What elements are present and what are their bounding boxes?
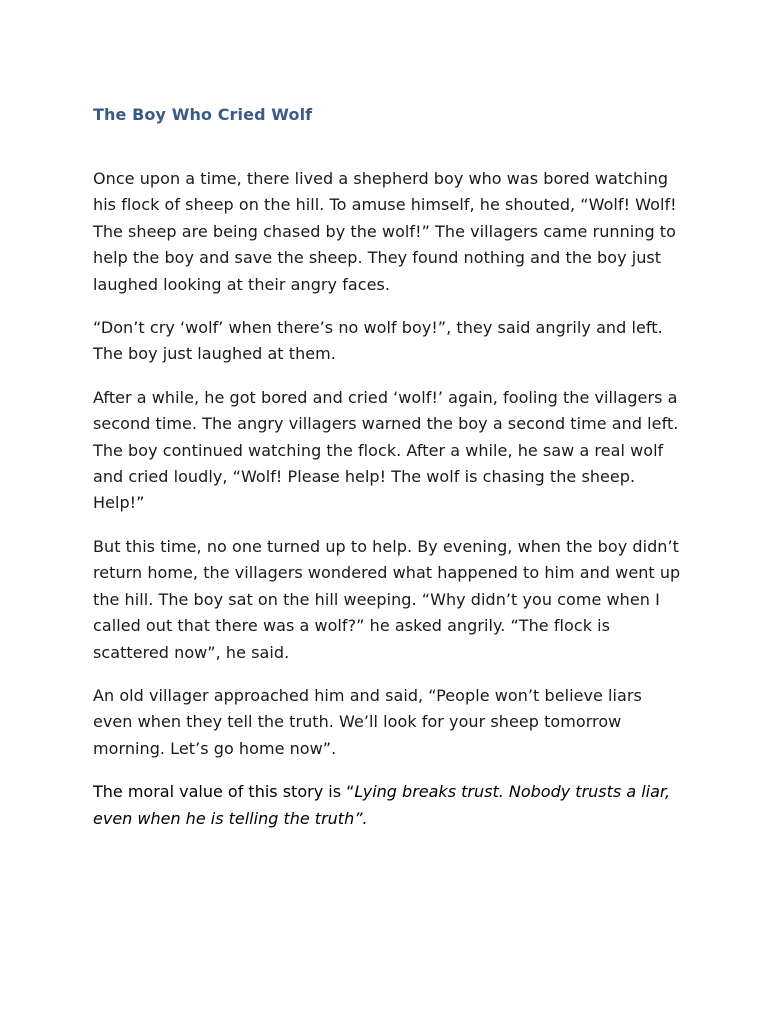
moral-statement: [93, 779, 683, 832]
story-paragraph: “Don’t cry ‘wolf’ when there’s no wolf boy!”, they said angrily and left. The boy just laughed at them.: [93, 318, 663, 364]
story-paragraph: An old villager approached him and said, “People won’t believe liars even when they tell the truth. We’ll look for your sheep tomorrow morning. Let’s go home now”.: [93, 685, 642, 758]
moral-quote: Lying breaks trust. Nobody trusts a liar, even when he is telling the truth”.: [93, 782, 671, 828]
story-paragraph: But this time, no one turned up to help. By evening, when the boy didn’t return home, the villagers wondered what happened to him and went up the hill. The boy sat on the hill weeping. “Why didn’t you come when I called out that there was a wolf?” he asked angrily. “The flock is scattered now”, he said.: [93, 536, 681, 662]
document-page: [93, 100, 683, 832]
document-title: The Boy Who Cried Wolf: [93, 105, 313, 124]
story-paragraph: After a while, he got bored and cried ‘wolf!’ again, fooling the villagers a second time. The angry villagers warned the boy a second time and left. The boy continued watching the flock. After a while, he saw a real wolf and cried loudly, “Wolf! Please help! The wolf is chasing the sheep. Help!”: [93, 387, 679, 513]
story-paragraph: Once upon a time, there lived a shepherd boy who was bored watching his flock of sheep on the hill. To amuse himself, he shouted, “Wolf! Wolf! The sheep are being chased by the wolf!” The villagers came running to help the boy and save the sheep. They found nothing and the boy just laughed looking at their angry faces.: [93, 169, 677, 294]
moral-lead: The moral value of this story is “: [93, 782, 355, 802]
